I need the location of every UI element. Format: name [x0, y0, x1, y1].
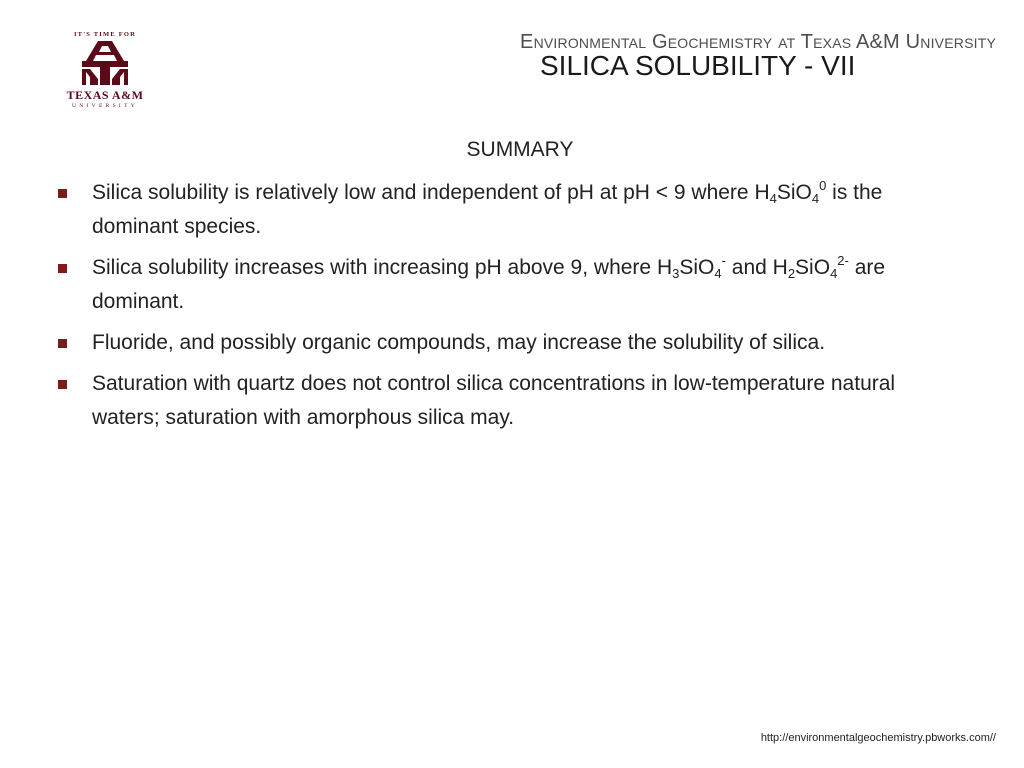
- texas-am-logo: [62, 30, 148, 110]
- square-bullet-icon: [58, 189, 67, 198]
- footer-url[interactable]: http://environmentalgeochemistry.pbworks.com//: [760, 732, 996, 744]
- square-bullet-icon: [58, 380, 67, 389]
- bullet-item: [50, 326, 950, 360]
- bullet-text: Fluoride, and possibly organic compounds, may increase the solubility of silica.: [92, 331, 826, 354]
- bullet-item: Silica solubility increases with increasing pH above 9, where $H_3SiO_4^-$ and $H_2SiO_4^{2-}$ are dominant.: [50, 251, 950, 319]
- atm-monogram-icon: [80, 41, 130, 85]
- bullet-text: Saturation with quartz does not control silica concentrations in low-temperature natural waters; saturation with amorphous silica may.: [92, 372, 896, 429]
- logo-subname: UNIVERSITY: [72, 103, 138, 109]
- square-bullet-icon: [58, 339, 67, 348]
- bullet-item: [50, 367, 950, 435]
- department-title: Environmental Geochemistry at Texas A&M University: [520, 31, 996, 53]
- logo-name: TEXAS A&M: [66, 88, 144, 102]
- square-bullet-icon: [58, 264, 67, 273]
- section-subtitle: SUMMARY: [466, 138, 574, 161]
- bullet-item: Silica solubility is relatively low and independent of pH at pH < 9 where $H_4SiO_4^0$ is the dominant species.: [50, 176, 950, 244]
- bullet-list: [50, 176, 950, 442]
- slide-title: SILICA SOLUBILITY - VII: [540, 50, 856, 81]
- logo-tagline: IT'S TIME FOR: [73, 31, 137, 38]
